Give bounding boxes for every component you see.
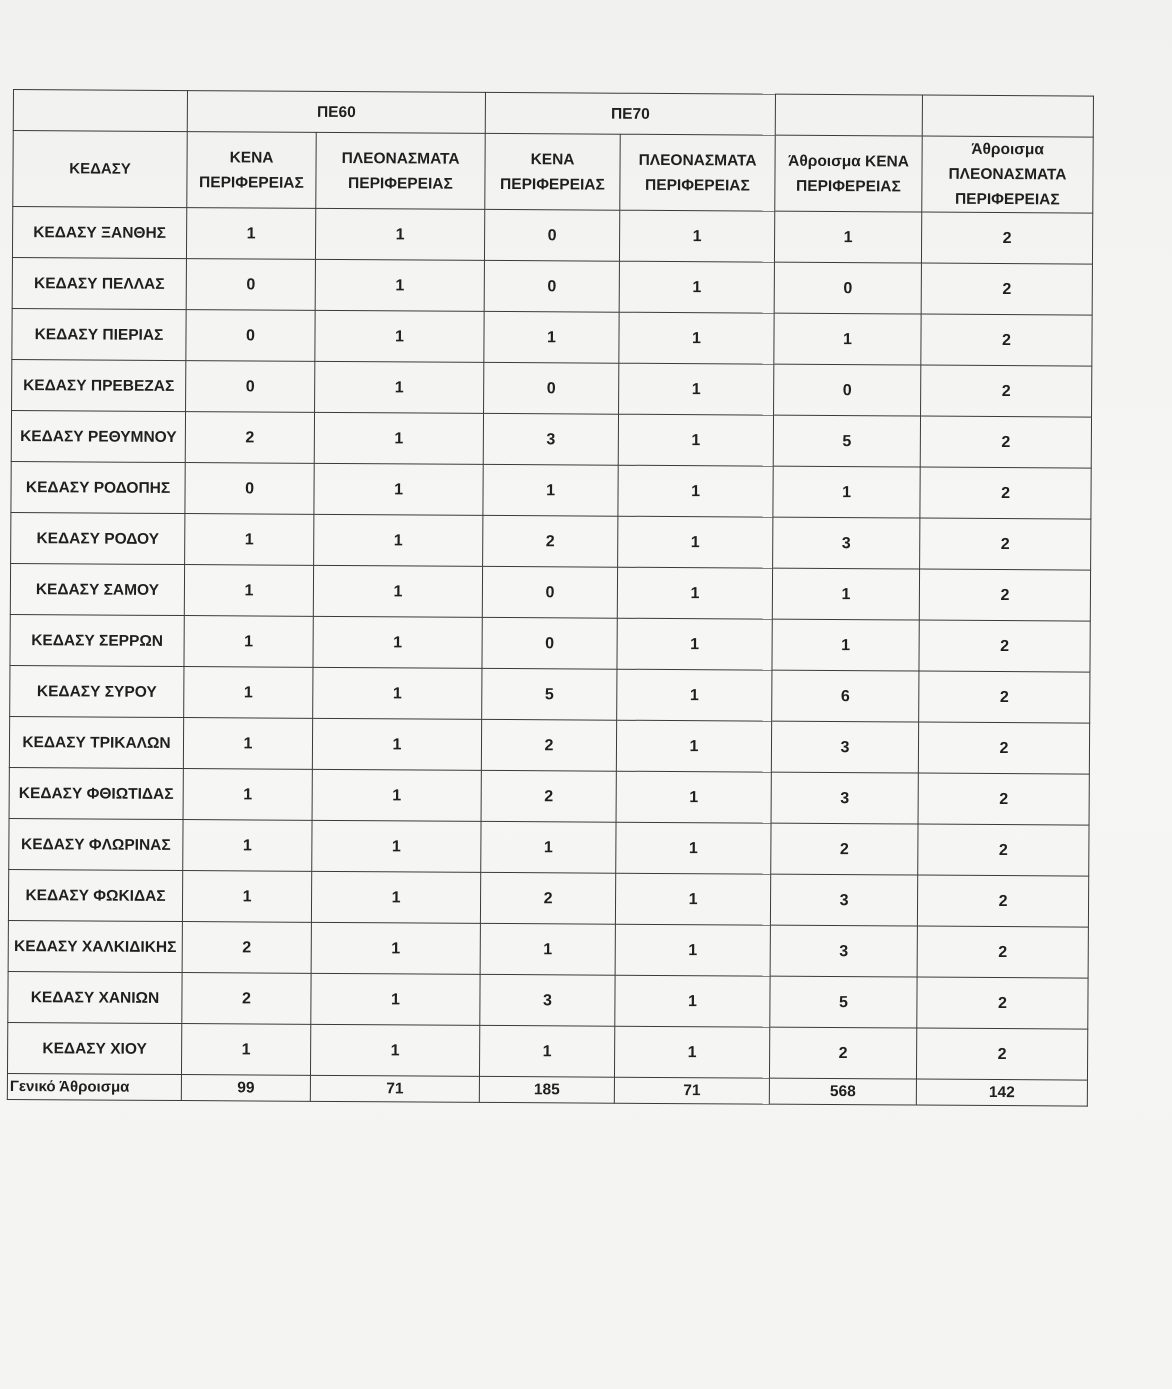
cell-kedasy-name: ΚΕΔΑΣΥ ΣΑΜΟΥ <box>10 563 184 615</box>
total-cell-pe70-pleonasmata: 71 <box>614 1077 769 1104</box>
table-row <box>9 716 1089 774</box>
cell-kedasy-name: ΚΕΔΑΣΥ ΧΑΛΚΙΔΙΚΗΣ <box>8 920 182 972</box>
table-row <box>8 920 1088 978</box>
cell-pe70-pleonasmata: 1 <box>616 822 771 874</box>
cell-sum-pleonasmata: 2 <box>918 722 1089 774</box>
group-empty-cell <box>13 90 187 132</box>
cell-pe60-kena: 1 <box>184 667 313 719</box>
cell-pe70-kena: 2 <box>481 770 616 822</box>
table-row <box>11 512 1091 570</box>
cell-sum-kena: 1 <box>772 619 919 671</box>
cell-pe60-pleonasmata: 1 <box>313 565 482 617</box>
cell-kedasy-name: ΚΕΔΑΣΥ ΦΛΩΡΙΝΑΣ <box>9 818 183 870</box>
total-cell-pe70-kena: 185 <box>479 1076 614 1103</box>
cell-pe70-kena: 5 <box>482 668 617 720</box>
cell-pe60-pleonasmata: 1 <box>313 616 482 668</box>
cell-pe70-kena: 0 <box>484 362 619 414</box>
cell-sum-pleonasmata: 2 <box>918 824 1089 876</box>
table-row <box>12 308 1092 366</box>
cell-sum-pleonasmata: 2 <box>918 773 1089 825</box>
cell-pe70-pleonasmata: 1 <box>617 669 772 721</box>
cell-kedasy-name: ΚΕΔΑΣΥ ΣΥΡΟΥ <box>10 665 184 717</box>
cell-sum-pleonasmata: 2 <box>920 518 1091 570</box>
table-row <box>9 818 1089 876</box>
cell-pe70-pleonasmata: 1 <box>619 210 774 262</box>
cell-pe70-pleonasmata: 1 <box>617 618 772 670</box>
cell-kedasy-name: ΚΕΔΑΣΥ ΡΟΔΟΠΗΣ <box>11 461 185 513</box>
cell-pe70-kena: 1 <box>481 821 616 873</box>
cell-kedasy-name: ΚΕΔΑΣΥ ΠΙΕΡΙΑΣ <box>12 308 186 360</box>
table-row <box>10 614 1090 672</box>
cell-sum-kena: 0 <box>774 262 921 314</box>
cell-pe60-kena: 2 <box>182 922 311 974</box>
cell-pe70-kena: 2 <box>483 515 618 567</box>
cell-pe70-pleonasmata: 1 <box>618 516 773 568</box>
header-sum-kena: Άθροισμα ΚΕΝΑ ΠΕΡΙΦΕΡΕΙΑΣ <box>775 135 922 212</box>
cell-pe60-pleonasmata: 1 <box>313 667 482 719</box>
cell-pe60-kena: 1 <box>182 871 311 923</box>
cell-pe60-pleonasmata: 1 <box>315 361 484 413</box>
cell-pe70-pleonasmata: 1 <box>614 1026 769 1078</box>
cell-pe60-kena: 1 <box>183 769 312 821</box>
cell-pe70-kena: 0 <box>484 260 619 312</box>
cell-kedasy-name: ΚΕΔΑΣΥ ΧΙΟΥ <box>7 1022 181 1074</box>
header-kedasy: ΚΕΔΑΣΥ <box>13 131 187 208</box>
table-row <box>11 410 1091 468</box>
cell-sum-kena: 3 <box>770 925 917 977</box>
cell-kedasy-name: ΚΕΔΑΣΥ ΣΕΡΡΩΝ <box>10 614 184 666</box>
cell-pe60-pleonasmata: 1 <box>314 463 483 515</box>
cell-pe70-kena: 1 <box>484 311 619 363</box>
cell-pe60-kena: 2 <box>182 973 311 1025</box>
table-body <box>7 207 1092 1107</box>
cell-sum-kena: 1 <box>773 466 920 518</box>
cell-sum-pleonasmata: 2 <box>917 875 1088 927</box>
cell-sum-kena: 1 <box>774 313 921 365</box>
cell-kedasy-name: ΚΕΔΑΣΥ ΠΡΕΒΕΖΑΣ <box>12 359 186 411</box>
cell-kedasy-name: ΚΕΔΑΣΥ ΧΑΝΙΩΝ <box>8 971 182 1023</box>
cell-sum-pleonasmata: 2 <box>921 365 1092 417</box>
cell-pe60-kena: 1 <box>184 565 313 617</box>
cell-pe60-kena: 1 <box>181 1024 310 1076</box>
cell-sum-pleonasmata: 2 <box>921 314 1092 366</box>
cell-pe70-kena: 1 <box>479 1025 614 1077</box>
cell-pe60-kena: 0 <box>186 310 315 362</box>
cell-pe70-pleonasmata: 1 <box>618 414 773 466</box>
cell-sum-kena: 1 <box>774 211 921 263</box>
total-cell-pe60-kena: 99 <box>181 1075 310 1102</box>
cell-pe70-kena: 3 <box>480 974 615 1026</box>
table-row <box>10 563 1090 621</box>
cell-pe70-kena: 0 <box>484 209 619 261</box>
group-header-row <box>13 90 1093 138</box>
cell-sum-pleonasmata: 2 <box>919 569 1090 621</box>
cell-sum-kena: 3 <box>771 721 918 773</box>
cell-sum-pleonasmata: 2 <box>919 620 1090 672</box>
cell-sum-kena: 3 <box>771 772 918 824</box>
total-cell-sum-pleonasmata: 142 <box>916 1079 1087 1106</box>
cell-pe70-pleonasmata: 1 <box>616 720 771 772</box>
cell-pe70-kena: 0 <box>482 566 617 618</box>
cell-pe70-pleonasmata: 1 <box>618 465 773 517</box>
cell-kedasy-name: ΚΕΔΑΣΥ ΠΕΛΛΑΣ <box>12 257 186 309</box>
table-row <box>11 461 1091 519</box>
cell-pe60-pleonasmata: 1 <box>315 208 484 260</box>
cell-pe60-pleonasmata: 1 <box>312 718 481 770</box>
group-empty-cell <box>775 94 922 136</box>
cell-pe60-pleonasmata: 1 <box>314 412 483 464</box>
cell-pe60-kena: 0 <box>186 259 315 311</box>
table-row <box>12 257 1092 315</box>
cell-pe60-kena: 1 <box>184 616 313 668</box>
cell-kedasy-name: ΚΕΔΑΣΥ ΡΟΔΟΥ <box>11 512 185 564</box>
cell-sum-kena: 5 <box>773 415 920 467</box>
cell-kedasy-name: ΚΕΔΑΣΥ ΦΘΙΩΤΙΔΑΣ <box>9 767 183 819</box>
table-row <box>12 207 1092 265</box>
cell-pe70-kena: 1 <box>483 464 618 516</box>
cell-sum-pleonasmata: 2 <box>916 1028 1087 1080</box>
cell-sum-kena: 2 <box>771 823 918 875</box>
cell-pe60-pleonasmata: 1 <box>311 973 480 1025</box>
cell-pe70-kena: 1 <box>480 923 615 975</box>
cell-pe60-pleonasmata: 1 <box>314 514 483 566</box>
cell-sum-pleonasmata: 2 <box>920 416 1091 468</box>
cell-pe60-pleonasmata: 1 <box>312 820 481 872</box>
cell-sum-kena: 5 <box>770 976 917 1028</box>
table-row <box>9 767 1089 825</box>
total-cell-sum-kena: 568 <box>769 1078 916 1105</box>
cell-sum-pleonasmata: 2 <box>920 467 1091 519</box>
cell-pe60-pleonasmata: 1 <box>311 922 480 974</box>
total-row <box>7 1073 1087 1106</box>
cell-pe70-kena: 0 <box>482 617 617 669</box>
cell-sum-kena: 1 <box>772 568 919 620</box>
cell-kedasy-name: ΚΕΔΑΣΥ ΡΕΘΥΜΝΟΥ <box>11 410 185 462</box>
cell-pe60-pleonasmata: 1 <box>310 1024 479 1076</box>
cell-pe60-kena: 2 <box>185 412 314 464</box>
cell-pe70-pleonasmata: 1 <box>616 771 771 823</box>
total-cell-pe60-pleonasmata: 71 <box>310 1075 479 1102</box>
group-empty-cell <box>922 95 1093 137</box>
cell-kedasy-name: ΚΕΔΑΣΥ ΞΑΝΘΗΣ <box>12 207 186 259</box>
cell-sum-kena: 3 <box>773 517 920 569</box>
cell-pe70-kena: 2 <box>480 872 615 924</box>
column-header-row <box>13 131 1093 214</box>
summary-table <box>7 89 1094 1107</box>
total-label: Γενικό Άθροισμα <box>7 1073 181 1100</box>
cell-sum-pleonasmata: 2 <box>917 977 1088 1029</box>
cell-pe60-kena: 0 <box>186 361 315 413</box>
cell-kedasy-name: ΚΕΔΑΣΥ ΤΡΙΚΑΛΩΝ <box>9 716 183 768</box>
cell-pe70-pleonasmata: 1 <box>615 975 770 1027</box>
header-pe60-pleonasmata: ΠΛΕΟΝΑΣΜΑΤΑ ΠΕΡΙΦΕΡΕΙΑΣ <box>316 132 485 209</box>
cell-sum-pleonasmata: 2 <box>921 212 1092 264</box>
cell-sum-pleonasmata: 2 <box>917 926 1088 978</box>
cell-pe70-kena: 3 <box>483 413 618 465</box>
cell-pe60-pleonasmata: 1 <box>312 769 481 821</box>
cell-pe60-kena: 1 <box>183 718 312 770</box>
header-pe70-kena: ΚΕΝΑ ΠΕΡΙΦΕΡΕΙΑΣ <box>485 133 620 210</box>
cell-sum-kena: 3 <box>770 874 917 926</box>
cell-sum-pleonasmata: 2 <box>921 263 1092 315</box>
cell-pe60-pleonasmata: 1 <box>311 871 480 923</box>
cell-pe60-kena: 0 <box>185 463 314 515</box>
cell-sum-kena: 6 <box>772 670 919 722</box>
group-pe60: ΠΕ60 <box>187 91 485 134</box>
cell-pe70-kena: 2 <box>481 719 616 771</box>
header-pe60-kena: ΚΕΝΑ ΠΕΡΙΦΕΡΕΙΑΣ <box>187 132 316 209</box>
table-row <box>10 665 1090 723</box>
cell-pe60-pleonasmata: 1 <box>315 310 484 362</box>
cell-pe70-pleonasmata: 1 <box>619 312 774 364</box>
table-row <box>12 359 1092 417</box>
cell-pe70-pleonasmata: 1 <box>619 363 774 415</box>
table-row <box>7 1022 1087 1080</box>
cell-sum-kena: 0 <box>774 364 921 416</box>
cell-pe70-pleonasmata: 1 <box>615 924 770 976</box>
table-row <box>8 869 1088 927</box>
cell-kedasy-name: ΚΕΔΑΣΥ ΦΩΚΙΔΑΣ <box>8 869 182 921</box>
header-sum-pleonasmata: Άθροισμα ΠΛΕΟΝΑΣΜΑΤΑ ΠΕΡΙΦΕΡΕΙΑΣ <box>922 136 1093 213</box>
header-pe70-pleonasmata: ΠΛΕΟΝΑΣΜΑΤΑ ΠΕΡΙΦΕΡΕΙΑΣ <box>620 134 775 211</box>
cell-pe60-kena: 1 <box>185 514 314 566</box>
cell-pe70-pleonasmata: 1 <box>615 873 770 925</box>
group-pe70: ΠΕ70 <box>485 92 775 135</box>
cell-pe70-pleonasmata: 1 <box>619 261 774 313</box>
cell-pe60-kena: 1 <box>186 208 315 260</box>
cell-sum-kena: 2 <box>769 1027 916 1079</box>
table-row <box>8 971 1088 1029</box>
cell-pe60-pleonasmata: 1 <box>315 259 484 311</box>
cell-sum-pleonasmata: 2 <box>919 671 1090 723</box>
cell-pe60-kena: 1 <box>183 820 312 872</box>
cell-pe70-pleonasmata: 1 <box>617 567 772 619</box>
